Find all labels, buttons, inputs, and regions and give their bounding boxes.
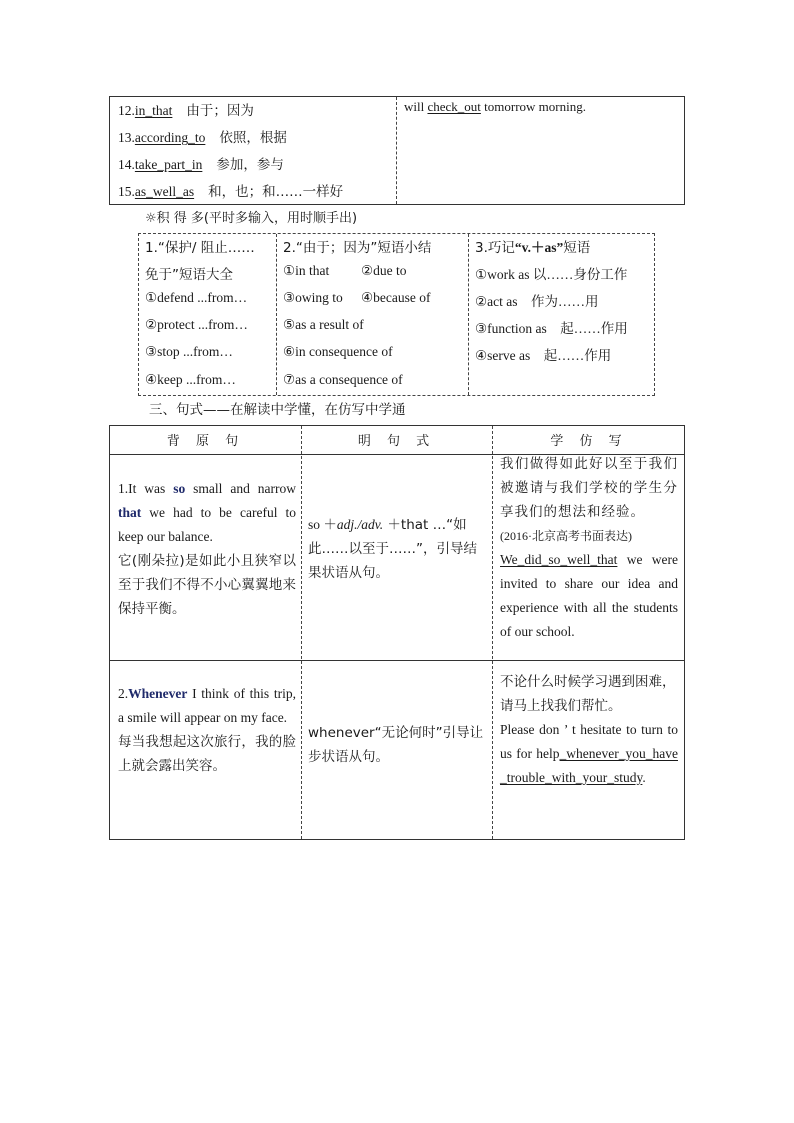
summary-title-v-as: 3.巧记“v.＋as”短语 [475, 240, 591, 256]
row-number: 13. [118, 130, 135, 145]
row-number: 15. [118, 184, 135, 199]
translation: 它(刚朵拉)是如此小且狭窄以至于我们不得不小心翼翼地来保持平衡。 [118, 553, 296, 617]
fill-answer: We_did_so_well_that [500, 552, 618, 567]
imitate-1: 我们做得如此好以至于我们被邀请与我们学校的学生分享我们的想法和经验。 (2016·北京高考书面表达) We_did_so_well_that we were invited to share our idea and experience with all the students of our school. [500, 456, 678, 639]
list-item: ②due to [361, 263, 407, 278]
fill-answer: _whenever_you_have_trouble_with_your_study [500, 746, 678, 785]
list-item: ④because of [361, 290, 431, 305]
header-imitate: 学 仿 写 [550, 434, 628, 449]
list-item: ⑦as a consequence of [283, 372, 403, 387]
study-tip: ☼积 得 多(平时多输入，用时顺手出) [145, 211, 358, 226]
phrase-meaning: 参加，参与 [216, 157, 284, 173]
phrase-meaning: 和，也；和……一样好 [208, 184, 344, 200]
keyword: that [118, 505, 142, 520]
keyword: so [173, 481, 186, 496]
list-item: ①work as 以……身份工作 [475, 267, 628, 282]
list-item: ④serve as 起……作用 [475, 348, 612, 363]
phrase-meaning: 由于；因为 [186, 103, 254, 119]
column-divider [492, 426, 493, 839]
phrase-answer: as_well_as [134, 184, 195, 199]
list-item: ③function as 起……作用 [475, 321, 628, 336]
phrase-answer: check_out [427, 99, 481, 114]
header-pattern: 明 句 式 [357, 434, 436, 449]
list-item: ③stop ...from… [145, 344, 233, 359]
column-divider [468, 234, 469, 395]
list-item: ④keep ...from… [145, 372, 236, 387]
column-divider [276, 234, 277, 395]
row-divider [110, 660, 684, 661]
sentence-pattern-table [109, 425, 685, 840]
imitate-2: 不论什么时候学习遇到困难，请马上找我们帮忙。 Please don ’ t hesitate to turn to us for help_whenever_you_have_trouble_with_your_study. [500, 674, 678, 785]
phrase-table-top [109, 96, 685, 205]
section-heading: 三、句式——在解读中学懂，在仿写中学通 [149, 402, 406, 418]
original-sentence-2: 2.Whenever I think of this trip, a smile will appear on my face. 每当我想起这次旅行，我的脸上就会露出笑容。 [118, 682, 296, 778]
phrase-meaning: 依照，根据 [219, 130, 287, 146]
phrase-answer: in_that [134, 103, 173, 118]
column-divider [301, 426, 302, 839]
phrase-answer: according_to [134, 130, 206, 145]
summary-title-protect-2: 免于”短语大全 [145, 267, 233, 283]
list-item: ②act as 作为……用 [475, 294, 599, 309]
original-sentence-1: 1.It was so small and narrow that we had to be careful to keep our balance. 它(刚朵拉)是如此小且狭窄以至于我们不得不小心翼翼地来保持平衡。 [118, 477, 296, 621]
list-item: ②protect ...from… [145, 317, 248, 332]
keyword: Whenever [128, 686, 188, 701]
list-item: ①in that [283, 263, 330, 278]
phrase-row-13 [118, 126, 287, 146]
column-divider [396, 97, 397, 204]
translation: 每当我想起这次旅行，我的脸上就会露出笑容。 [118, 734, 296, 774]
source-note: (2016·北京高考书面表达) [500, 529, 632, 543]
list-item: ①defend ...from… [145, 290, 248, 305]
example-sentence: will check_out tomorrow morning. [404, 99, 586, 114]
header-original: 背 原 句 [166, 434, 245, 449]
list-item: ⑤as a result of [283, 317, 364, 332]
summary-title-because: 2.“由于；因为”短语小结 [283, 240, 432, 256]
list-item: ③owing to [283, 290, 343, 305]
summary-title-protect: 1.“保护/ 阻止…… [145, 240, 255, 256]
pattern-1: so ＋adj./adv. ＋that …“如此……以至于……”，引导结果状语从句。 [308, 517, 477, 581]
list-item: ⑥in consequence of [283, 344, 393, 359]
row-number: 12. [118, 103, 135, 118]
phrase-row-12 [118, 99, 254, 119]
phrase-summary-box [138, 233, 655, 396]
phrase-answer: take_part_in [134, 157, 203, 172]
phrase-row-14 [118, 153, 284, 173]
phrase-row-15 [118, 180, 343, 200]
pattern-2: whenever“无论何时”引导让步状语从句。 [308, 725, 484, 765]
row-number: 14. [118, 157, 135, 172]
